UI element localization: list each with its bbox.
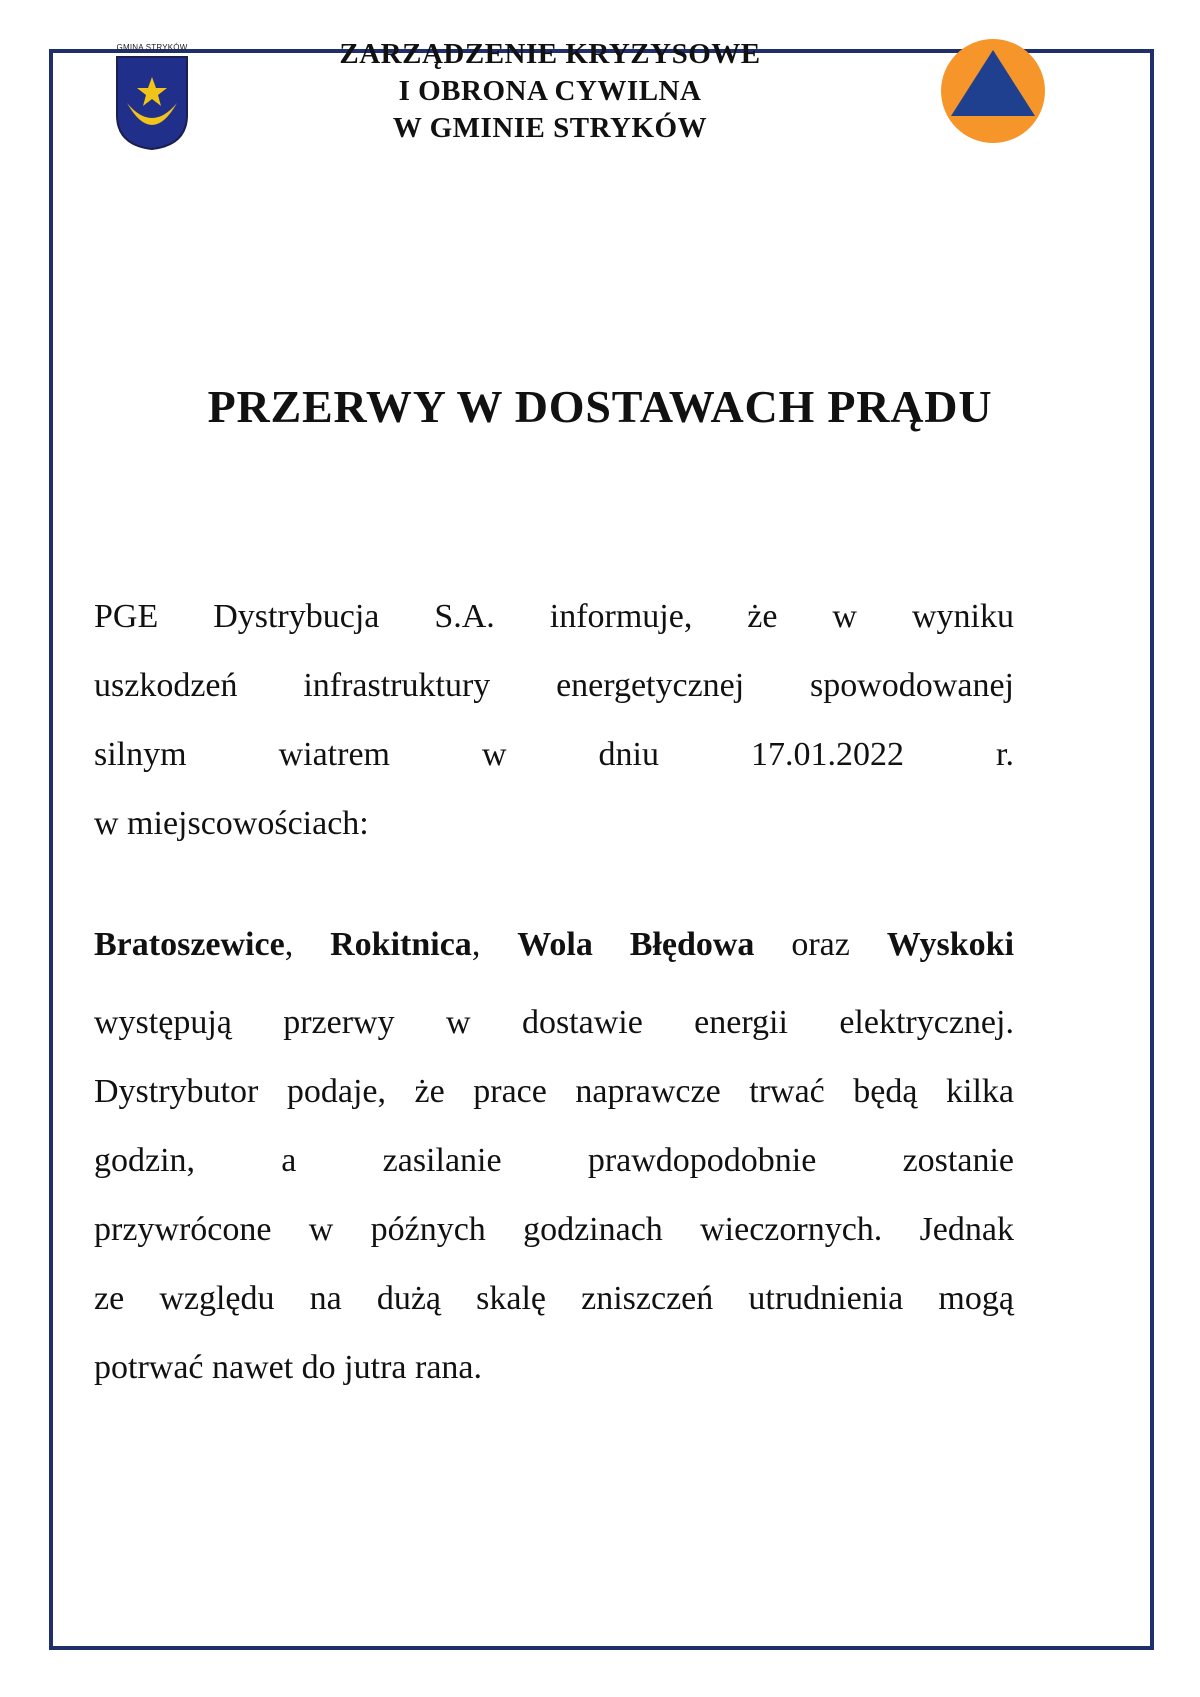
word: r. xyxy=(996,736,1014,773)
org-title-line-3: W GMINIE STRYKÓW xyxy=(392,112,708,144)
paragraph-1-line-2 xyxy=(94,651,1014,720)
paragraph-2-line-4: przywrócone w późnych godzinach wieczornych. Jednak xyxy=(94,1211,1014,1248)
word: informuje, xyxy=(549,598,693,635)
location-wyskoki: Wyskoki xyxy=(886,926,1015,963)
locations-line xyxy=(94,910,1014,979)
paragraph-1 xyxy=(94,582,1014,858)
separator: , xyxy=(471,926,518,963)
separator: , xyxy=(284,926,331,963)
word: wiatrem xyxy=(278,736,390,773)
word: w xyxy=(481,736,507,773)
word: względu xyxy=(159,1280,275,1317)
paragraph-2-line-1 xyxy=(94,988,1014,1057)
word: na xyxy=(309,1280,342,1317)
word: godzin, xyxy=(94,1142,196,1179)
word: dniu xyxy=(598,736,659,773)
word: dostawie xyxy=(521,1004,643,1041)
word: mogą xyxy=(938,1280,1014,1317)
word: że xyxy=(747,598,778,635)
word: spowodowanej xyxy=(810,667,1014,704)
paragraph-2-line-5 xyxy=(94,1264,1014,1333)
word: w xyxy=(446,1004,471,1041)
word: w xyxy=(832,598,857,635)
paragraph-1-line-1 xyxy=(94,582,1014,651)
word: PGE xyxy=(94,598,159,635)
word: skalę xyxy=(476,1280,547,1317)
paragraph-2 xyxy=(94,988,1014,1402)
word: zasilanie xyxy=(382,1142,502,1179)
paragraph-2-line-3 xyxy=(94,1126,1014,1195)
word: S.A. xyxy=(434,598,495,635)
organization-title xyxy=(250,36,850,147)
crest-label: GMINA STRYKÓW xyxy=(116,43,188,52)
word: energetycznej xyxy=(556,667,745,704)
location-rokitnica: Rokitnica xyxy=(330,926,472,963)
word: uszkodzeń xyxy=(94,667,238,704)
word: dużą xyxy=(376,1280,442,1317)
word: energii xyxy=(694,1004,788,1041)
word: Dystrybucja xyxy=(213,598,380,635)
location-wola-bledowa: Wola Błędowa xyxy=(517,926,755,963)
separator: oraz xyxy=(754,926,887,963)
word: zniszczeń xyxy=(581,1280,714,1317)
civil-defence-emblem-icon xyxy=(940,38,1046,144)
word: wyniku xyxy=(911,598,1014,635)
paragraph-2-line-2: Dystrybutor podaje, że prace naprawcze trwać będą kilka xyxy=(94,1073,1014,1110)
paragraph-1-line-4: w miejscowościach: xyxy=(94,805,369,842)
word: infrastruktury xyxy=(303,667,491,704)
word: utrudnienia xyxy=(748,1280,904,1317)
word: silnym xyxy=(94,736,187,773)
word: przerwy xyxy=(283,1004,395,1041)
word: a xyxy=(281,1142,297,1179)
location-bratoszewice: Bratoszewice xyxy=(94,926,285,963)
paragraph-2-line-6: potrwać nawet do jutra rana. xyxy=(94,1349,482,1386)
org-title-line-2: I OBRONA CYWILNA xyxy=(398,75,702,107)
gmina-stryków-crest xyxy=(112,43,192,153)
word: ze xyxy=(94,1280,125,1317)
page-title: PRZERWY W DOSTAWACH PRĄDU xyxy=(207,381,993,432)
word: zostanie xyxy=(902,1142,1014,1179)
word: prawdopodobnie xyxy=(587,1142,817,1179)
paragraph-1-line-3 xyxy=(94,720,1014,789)
org-title-line-1: ZARZĄDZENIE KRYZYSOWE xyxy=(339,38,761,70)
word: elektrycznej. xyxy=(839,1004,1014,1041)
date-value: 17.01.2022 xyxy=(751,736,904,773)
word: występują xyxy=(94,1004,232,1041)
header xyxy=(0,0,1200,200)
crest-shield-icon xyxy=(113,55,191,151)
